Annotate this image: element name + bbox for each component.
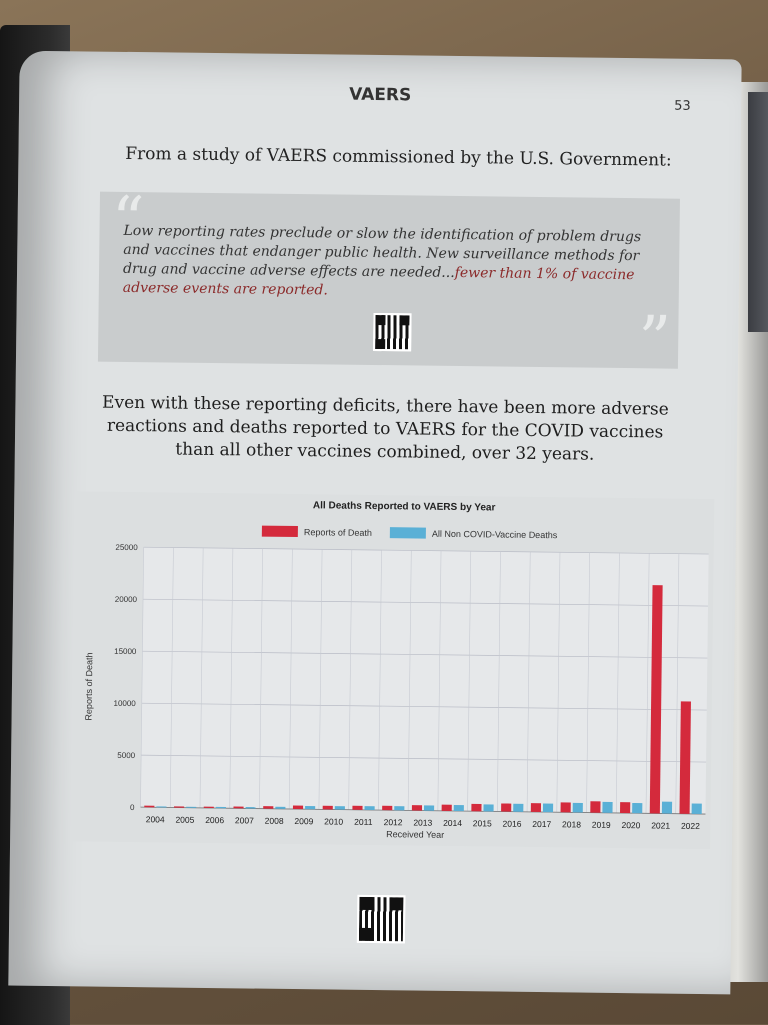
qr-code-icon <box>373 313 411 351</box>
bar-non-covid-deaths <box>602 802 612 813</box>
bar-reports-of-death <box>531 803 541 812</box>
qr-code-icon <box>357 895 406 944</box>
x-tick-label: 2018 <box>561 819 582 830</box>
bar-reports-of-death <box>174 806 184 807</box>
running-header: VAERS <box>349 84 412 106</box>
book-page <box>8 51 741 995</box>
open-quote-icon: “ <box>111 183 145 259</box>
bar-reports-of-death <box>561 802 571 812</box>
legend-swatch-reports <box>262 526 298 537</box>
legend-swatch-noncovid <box>390 527 426 538</box>
adjacent-book <box>748 92 768 332</box>
bar-non-covid-deaths <box>305 806 315 809</box>
x-tick-label: 2004 <box>145 814 165 825</box>
headline: Even with these reporting deficits, there have been more adverse reactions and deaths reported to VAERS for the COVID vaccines than all other vaccines combined, over 32 years. <box>101 392 669 465</box>
y-tick-label: 20000 <box>114 594 138 605</box>
study-intro: From a study of VAERS commissioned by the U.S. Government: <box>125 143 672 171</box>
x-ticks <box>146 814 701 831</box>
chart-legend <box>262 526 558 541</box>
x-tick-label: 2013 <box>413 817 433 828</box>
legend-label-reports: Reports of Death <box>303 527 372 538</box>
y-tick-label: 0 <box>129 803 135 813</box>
x-tick-label: 2019 <box>591 819 611 830</box>
deaths-bar-chart <box>70 491 714 849</box>
bar-non-covid-deaths <box>483 804 493 811</box>
x-tick-label: 2021 <box>651 820 671 831</box>
y-tick-label: 10000 <box>113 698 136 709</box>
y-ticks <box>112 543 138 812</box>
bar-reports-of-death <box>263 806 273 809</box>
chart-grid <box>141 547 709 814</box>
bar-non-covid-deaths <box>692 803 702 814</box>
bar-reports-of-death <box>501 803 511 811</box>
chart-panel <box>70 491 714 849</box>
bar-reports-of-death <box>471 804 481 811</box>
x-tick-label: 2010 <box>324 816 344 827</box>
bar-reports-of-death <box>233 807 243 809</box>
y-tick-label: 25000 <box>115 542 138 553</box>
quote-text <box>123 222 649 304</box>
bar-reports-of-death <box>679 701 690 813</box>
bar-non-covid-deaths <box>662 802 672 814</box>
y-tick-label: 5000 <box>117 750 136 761</box>
x-tick-label: 2005 <box>175 814 195 825</box>
bar-non-covid-deaths <box>454 805 464 811</box>
x-tick-label: 2007 <box>234 815 254 826</box>
quote-main: Low reporting rates preclude or slow the identification of problem drugs and vaccines that endanger public health. New surveillance methods for drug and vaccine adverse effects are needed... <box>122 222 642 281</box>
bar-reports-of-death <box>204 807 214 808</box>
bar-reports-of-death <box>144 806 154 808</box>
bar-non-covid-deaths <box>573 803 583 813</box>
bar-reports-of-death <box>352 806 362 810</box>
x-tick-label: 2014 <box>443 817 463 829</box>
bar-reports-of-death <box>382 806 392 810</box>
x-tick-label: 2012 <box>383 817 403 828</box>
bar-reports-of-death <box>293 805 303 809</box>
legend-label-noncovid: All Non COVID-Vaccine Deaths <box>431 528 558 541</box>
quote-emphasis: fewer than 1% of vaccine adverse events are reported. <box>122 264 635 299</box>
bar-non-covid-deaths <box>275 807 285 809</box>
bar-non-covid-deaths <box>394 806 404 810</box>
bar-non-covid-deaths <box>186 807 196 808</box>
bar-non-covid-deaths <box>365 806 375 810</box>
y-axis-label: Reports of Death <box>83 652 95 721</box>
page-number: 53 <box>674 98 691 114</box>
bar-non-covid-deaths <box>513 804 523 812</box>
bar-non-covid-deaths <box>424 805 434 810</box>
x-tick-label: 2015 <box>472 818 492 829</box>
x-tick-label: 2006 <box>205 814 225 826</box>
bar-reports-of-death <box>442 805 452 811</box>
bar-reports-of-death <box>620 802 630 813</box>
plot-background <box>141 547 709 814</box>
bar-reports-of-death <box>412 805 422 811</box>
bar-non-covid-deaths <box>335 806 345 810</box>
y-tick-label: 15000 <box>114 646 137 657</box>
x-tick-label: 2017 <box>532 818 552 830</box>
bar-reports-of-death <box>590 801 600 813</box>
x-tick-label: 2008 <box>264 815 284 826</box>
bar-non-covid-deaths <box>632 803 642 813</box>
x-tick-label: 2022 <box>680 820 700 831</box>
x-tick-label: 2016 <box>502 818 522 829</box>
x-tick-label: 2020 <box>621 820 641 831</box>
bar-reports-of-death <box>323 806 333 810</box>
x-tick-label: 2009 <box>294 816 314 827</box>
chart-title: All Deaths Reported to VAERS by Year <box>312 500 496 514</box>
bar-non-covid-deaths <box>543 803 553 812</box>
bar-non-covid-deaths <box>156 806 166 807</box>
bar-non-covid-deaths <box>246 807 256 809</box>
x-tick-label: 2011 <box>354 816 373 827</box>
quote-box <box>98 183 680 378</box>
x-axis-label: Received Year <box>386 829 445 840</box>
close-quote-icon: ” <box>637 303 672 378</box>
bar-non-covid-deaths <box>216 807 226 808</box>
